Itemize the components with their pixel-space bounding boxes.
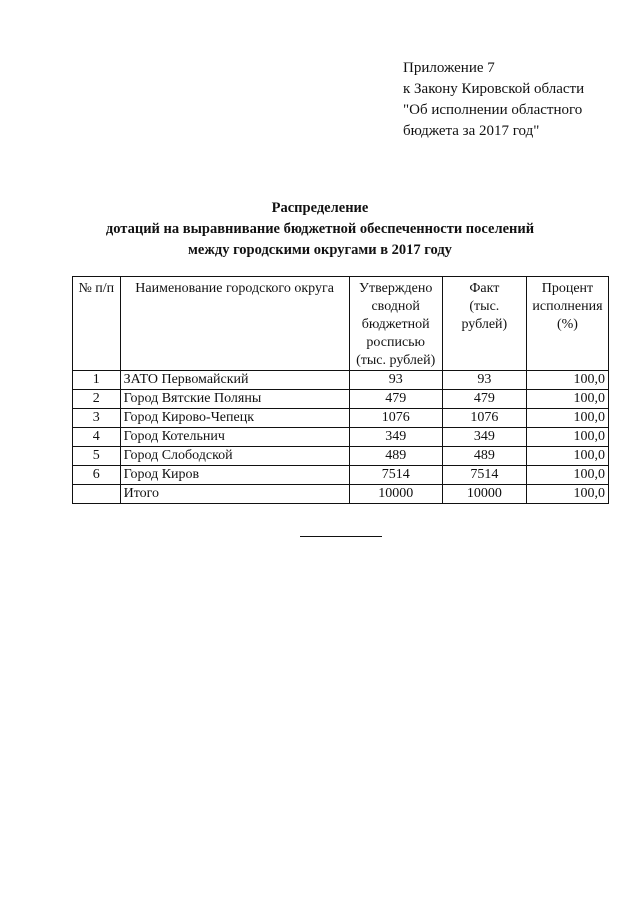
header-approved-line: сводной [371,299,420,314]
header-approved-line: росписью [366,335,425,350]
cell-num: 2 [73,390,121,409]
title-line: между городскими округами в 2017 году [188,242,452,258]
appendix-line: к Закону Кировской области [403,81,585,97]
cell-name: ЗАТО Первомайский [120,371,349,390]
header-approved-line: Утверждено [359,281,433,296]
cell-fact: 489 [442,447,526,466]
cell-total-label: Итого [120,485,349,504]
cell-name: Город Котельнич [120,428,349,447]
cell-percent: 100,0 [526,447,608,466]
cell-name: Город Киров [120,466,349,485]
cell-num: 1 [73,371,121,390]
header-fact [442,277,526,371]
cell-total-approved: 10000 [349,485,442,504]
table-row [73,390,609,409]
header-percent-line: (%) [556,317,578,332]
header-approved-line: бюджетной [361,317,430,332]
subsidy-table [72,276,609,504]
table-header-row [73,277,609,371]
cell-num: 6 [73,466,121,485]
header-num: № п/п [73,277,121,371]
cell-name: Город Слободской [120,447,349,466]
header-approved-line: (тыс. рублей) [356,353,436,368]
cell-fact: 349 [442,428,526,447]
appendix-line: Приложение 7 [403,60,495,76]
cell-approved: 349 [349,428,442,447]
cell-percent: 100,0 [526,428,608,447]
cell-fact: 479 [442,390,526,409]
cell-total-fact: 10000 [442,485,526,504]
header-percent [526,277,608,371]
appendix-note [403,58,584,142]
header-percent-line: исполнения [532,299,603,314]
cell-fact: 1076 [442,409,526,428]
header-fact-line: Факт [469,281,500,296]
appendix-line: "Об исполнении областного [403,102,583,118]
header-fact-line: (тыс. рублей) [461,299,508,332]
closing-rule [300,536,382,537]
document-title [0,198,640,261]
cell-fact: 93 [442,371,526,390]
cell-total-percent: 100,0 [526,485,608,504]
title-line: Распределение [271,200,369,216]
table-row [73,409,609,428]
cell-fact: 7514 [442,466,526,485]
table-row [73,428,609,447]
table-total-row [73,485,609,504]
cell-num: 4 [73,428,121,447]
cell-approved: 479 [349,390,442,409]
header-name: Наименование городского округа [120,277,349,371]
cell-approved: 93 [349,371,442,390]
cell-name: Город Кирово-Чепецк [120,409,349,428]
table-row [73,466,609,485]
cell-approved: 489 [349,447,442,466]
cell-approved: 7514 [349,466,442,485]
appendix-line: бюджета за 2017 год" [403,123,540,139]
cell-percent: 100,0 [526,390,608,409]
cell-num [73,485,121,504]
cell-percent: 100,0 [526,466,608,485]
cell-num: 5 [73,447,121,466]
cell-name: Город Вятские Поляны [120,390,349,409]
table-row [73,371,609,390]
cell-num: 3 [73,409,121,428]
header-percent-line: Процент [541,281,594,296]
header-approved [349,277,442,371]
title-line: дотаций на выравнивание бюджетной обеспеченности поселений [105,221,535,237]
cell-percent: 100,0 [526,371,608,390]
cell-percent: 100,0 [526,409,608,428]
cell-approved: 1076 [349,409,442,428]
table-row [73,447,609,466]
